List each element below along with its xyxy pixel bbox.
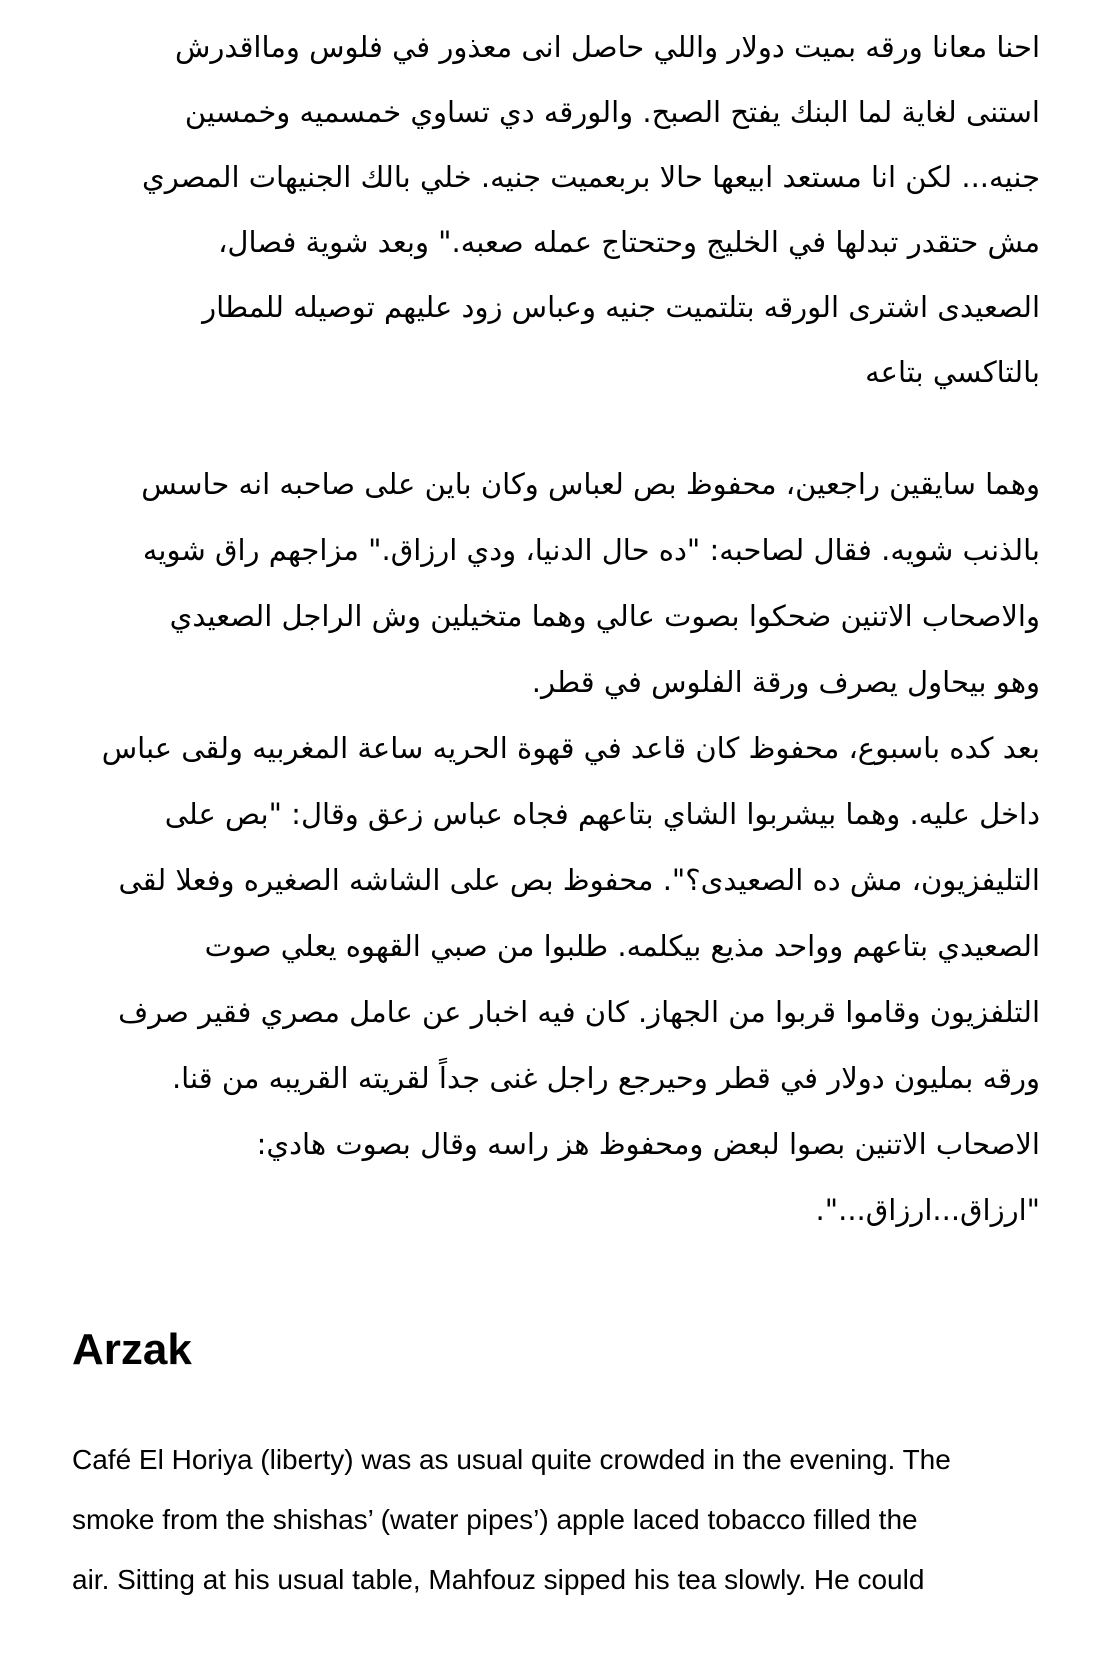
arabic-text-line: وهو بيحاول يصرف ورقة الفلوس في قطر.: [531, 665, 1040, 699]
english-text-line: smoke from the shishas’ (water pipes’) apple laced tobacco filled the: [72, 1504, 918, 1535]
arabic-paragraph-2: [72, 451, 1040, 1243]
arabic-text-line: ورقه بمليون دولار في قطر وحيرجع راجل غنى جداً لقريته القريبه من قنا.: [171, 1061, 1040, 1095]
arabic-text-line: بالذنب شويه. فقال لصاحبه: "ده حال الدنيا، ودي ارزاق." مزاجهم راق شويه: [142, 533, 1040, 567]
arabic-text-line: الصعيدى اشترى الورقه بتلتميت جنيه وعباس زود عليهم توصيله للمطار: [202, 290, 1040, 324]
arabic-text-line: وهما سايقين راجعين، محفوظ بص لعباس وكان باين على صاحبه انه حاسس: [141, 467, 1040, 501]
arabic-text-line: استنى لغاية لما البنك يفتح الصبح. والورقه دي تساوي خمسميه وخمسين: [184, 95, 1040, 129]
english-text-line: air. Sitting at his usual table, Mahfouz sipped his tea slowly. He could: [72, 1564, 925, 1595]
arabic-text-line: مش حتقدر تبدلها في الخليج وحتحتاج عمله صعبه." وبعد شوية فصال،: [218, 225, 1040, 259]
arabic-text-line: والاصحاب الاتنين ضحكوا بصوت عالي وهما متخيلين وش الراجل الصعيدي: [169, 599, 1040, 633]
arabic-text-line: جنيه... لكن انا مستعد ابيعها حالا بربعميت جنيه. خلي بالك الجنيهات المصري: [142, 160, 1040, 194]
arabic-text-line: الاصحاب الاتنين بصوا لبعض ومحفوظ هز راسه وقال بصوت هادي:: [256, 1127, 1040, 1161]
arabic-text-line: احنا معانا ورقه بميت دولار واللي حاصل انى معذور في فلوس ومااقدرش: [174, 30, 1040, 64]
english-paragraph: [72, 1430, 1040, 1610]
section-heading-arzak: Arzak: [72, 1325, 192, 1374]
arabic-text-line: بالتاكسي بتاعه: [865, 355, 1040, 389]
arabic-text-line: التلفزيون وقاموا قربوا من الجهاز. كان فيه اخبار عن عامل مصري فقير صرف: [118, 995, 1040, 1029]
arabic-text-line: "ارزاق...ارزاق...".: [815, 1193, 1040, 1227]
english-text-line: Café El Horiya (liberty) was as usual quite crowded in the evening. The: [72, 1444, 951, 1475]
arabic-text-line: الصعيدي بتاعهم وواحد مذيع بيكلمه. طلبوا من صبي القهوه يعلي صوت: [204, 929, 1040, 963]
arabic-paragraph-1: [72, 15, 1040, 405]
arabic-text-line: بعد كده باسبوع، محفوظ كان قاعد في قهوة الحريه ساعة المغربيه ولقى عباس: [101, 731, 1040, 765]
arabic-text-line: التليفزيون، مش ده الصعيدى؟". محفوظ بص على الشاشه الصغيره وفعلا لقى: [118, 863, 1040, 897]
arabic-text-line: داخل عليه. وهما بيشربوا الشاي بتاعهم فجاه عباس زعق وقال: "بص على: [164, 797, 1040, 831]
